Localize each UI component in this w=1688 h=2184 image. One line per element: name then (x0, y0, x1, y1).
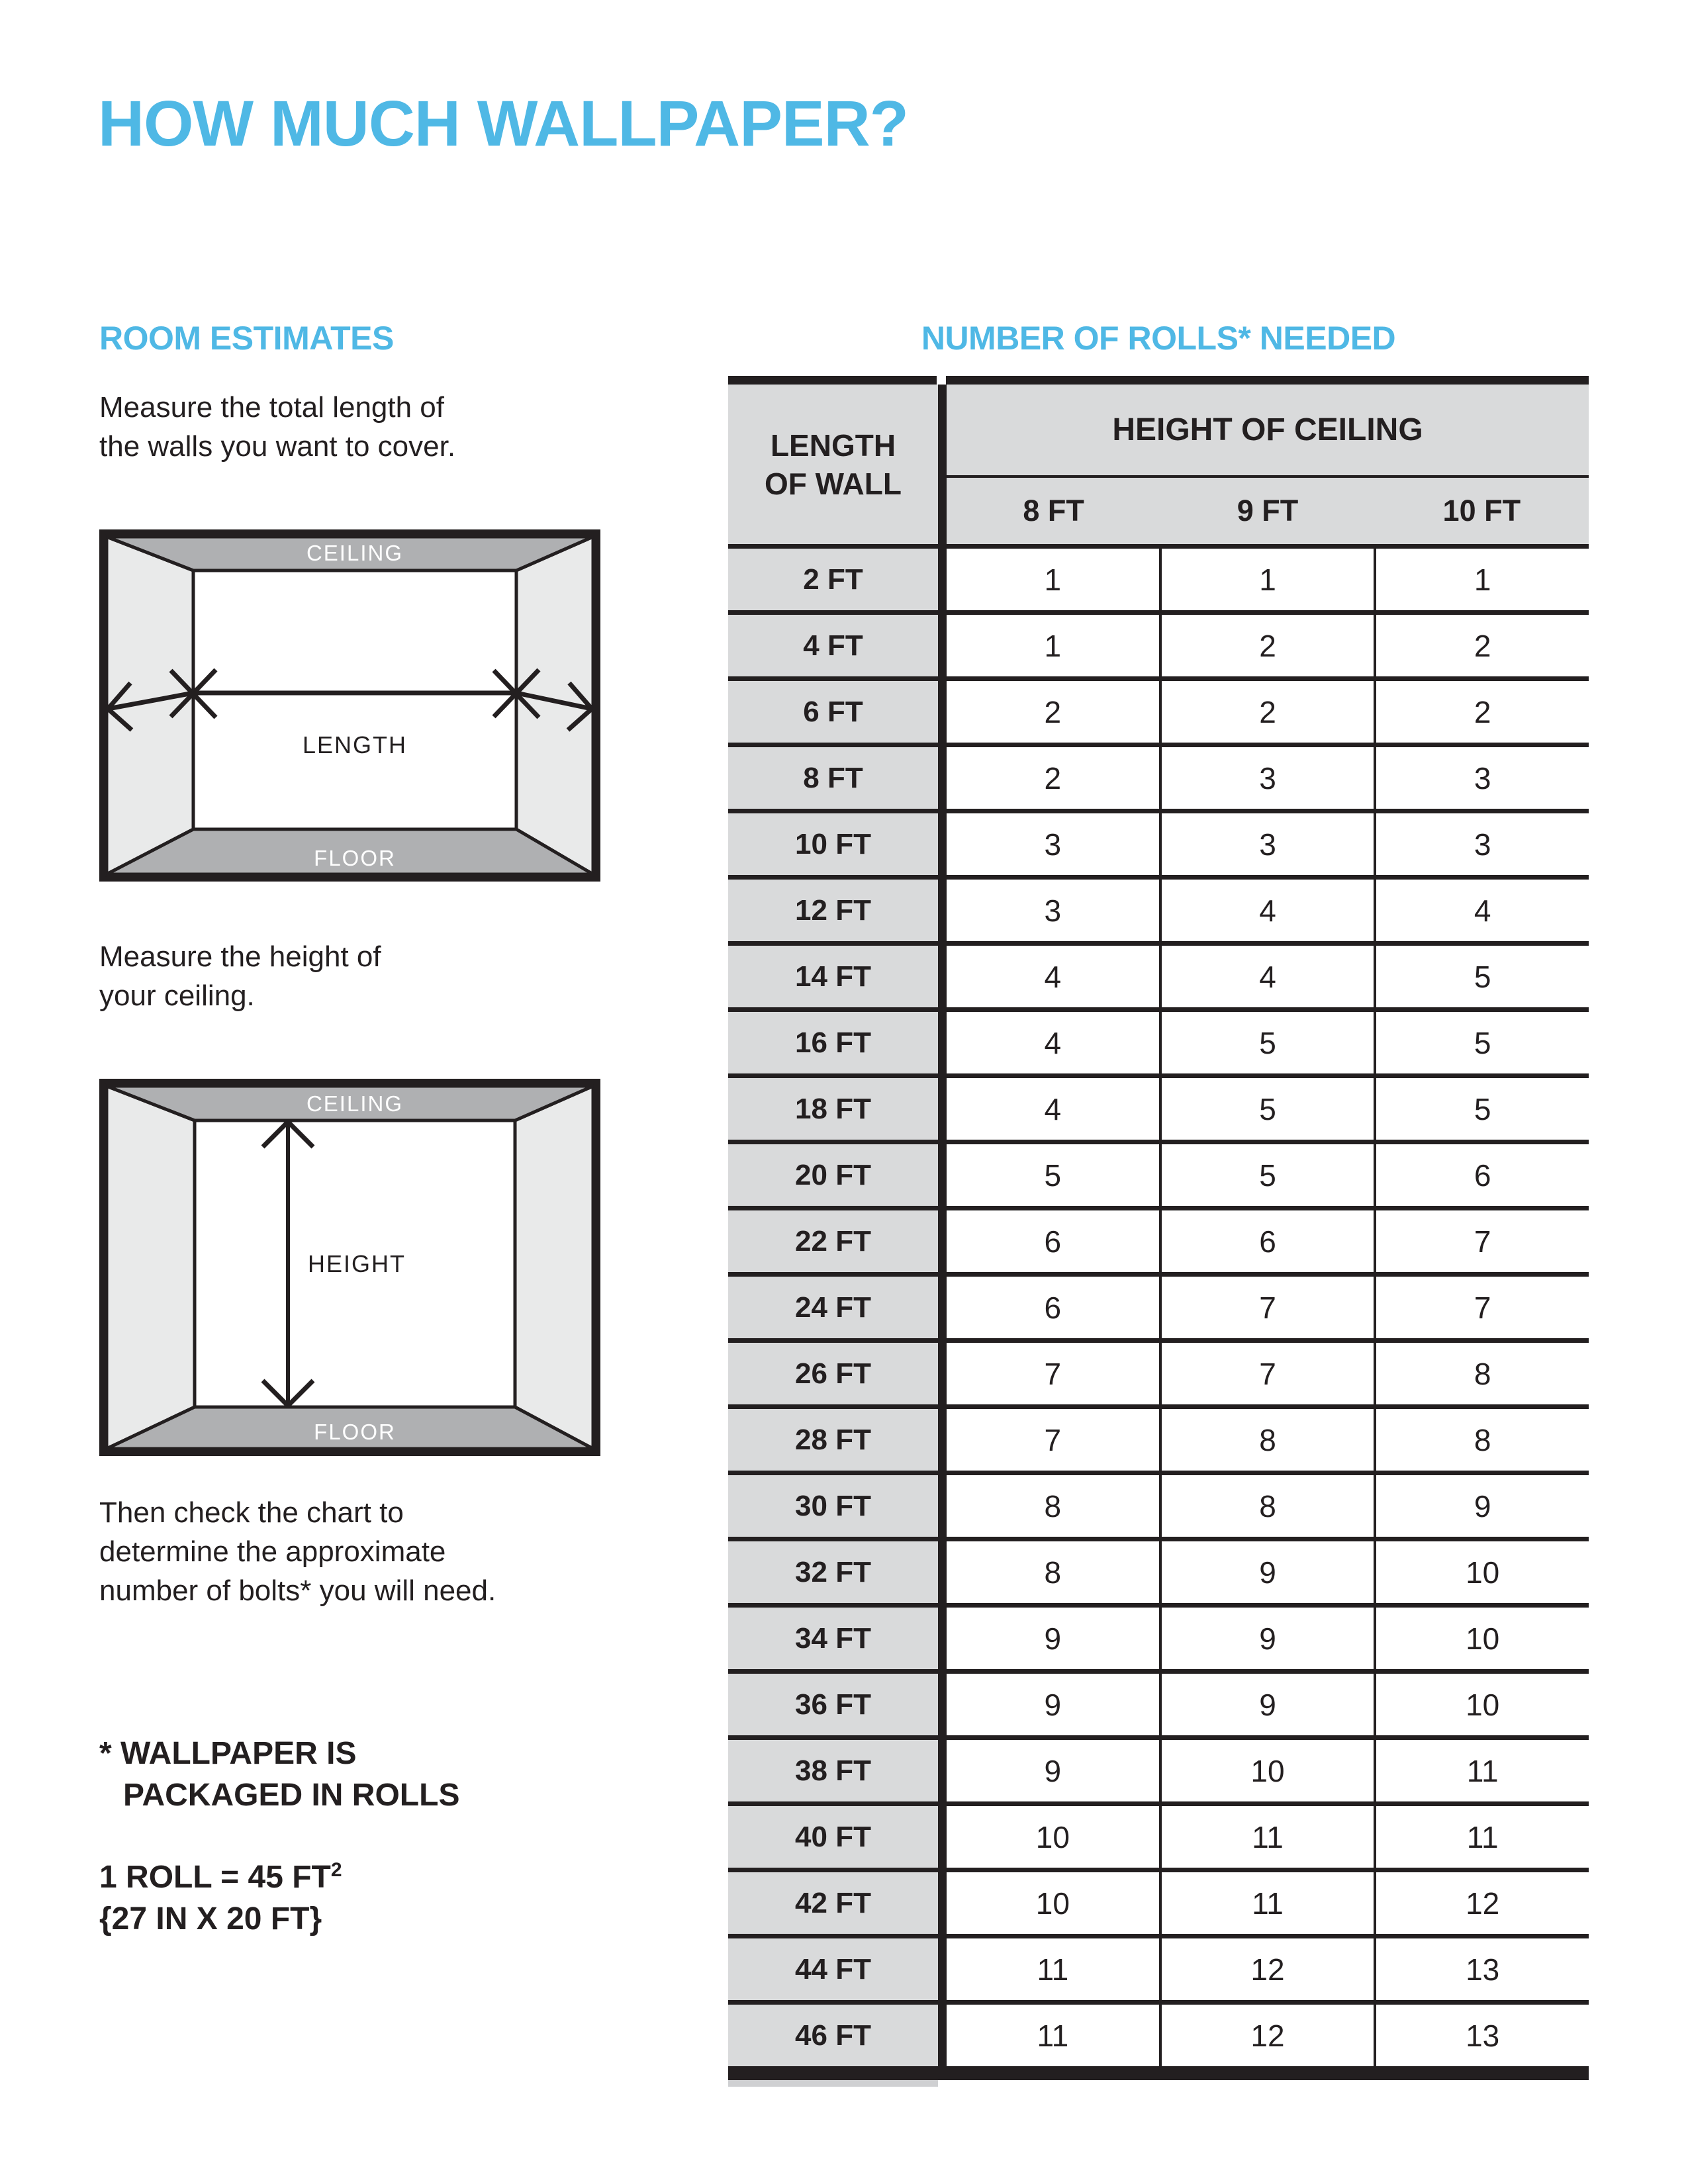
floor-label: FLOOR (314, 1420, 396, 1444)
subheader-8ft: 8 FT (1023, 494, 1084, 527)
rolls-value-cell: 1 (1159, 549, 1374, 610)
rolls-value-cell: 7 (947, 1343, 1159, 1404)
roll-spec-line1 (99, 1849, 342, 1898)
back-wall (193, 570, 516, 829)
rolls-value-cell: 9 (947, 1740, 1159, 1801)
row-thick-divider (938, 1541, 947, 1603)
rolls-value-cell: 10 (947, 1806, 1159, 1868)
subheader-9ft: 9 FT (1237, 494, 1299, 527)
rolls-value-cell: 11 (947, 2005, 1159, 2066)
rolls-value-cell: 3 (947, 880, 1159, 941)
row-thick-divider (938, 747, 947, 809)
rolls-value-cell: 11 (1159, 1872, 1374, 1934)
floor-label: FLOOR (314, 846, 396, 870)
step2-text (99, 937, 381, 1015)
row-thick-divider (938, 681, 947, 743)
table-row (728, 615, 1589, 681)
step3-line2: determine the approximate (99, 1535, 446, 1568)
rolls-value-cell: 8 (1374, 1409, 1589, 1471)
rolls-needed-heading: NUMBER OF ROLLS* NEEDED (921, 320, 1396, 357)
rolls-value-cell: 5 (1374, 1012, 1589, 1073)
right-wall (515, 1086, 593, 1449)
wallpaper-footnote (99, 1733, 459, 1816)
rolls-value-cell: 2 (1159, 615, 1374, 676)
step1-line1: Measure the total length of (99, 391, 444, 424)
row-length-label: 46 FT (728, 2005, 938, 2066)
rolls-value-cell: 2 (1374, 615, 1589, 676)
row-thick-divider (938, 615, 947, 676)
row-length-label: 10 FT (728, 813, 938, 875)
room-estimates-heading: ROOM ESTIMATES (99, 320, 394, 357)
rolls-value-cell: 3 (1374, 747, 1589, 809)
rolls-value-cell: 8 (947, 1541, 1159, 1603)
table-row (728, 1475, 1589, 1541)
rolls-value-cell: 9 (947, 1674, 1159, 1735)
roll-spec (99, 1849, 342, 1940)
table-row (728, 681, 1589, 747)
footnote-line2: PACKAGED IN ROLLS (123, 1778, 460, 1813)
rolls-value-cell: 12 (1159, 1938, 1374, 2000)
rolls-value-cell: 10 (947, 1872, 1159, 1934)
table-row (728, 1872, 1589, 1938)
rolls-value-cell: 1 (947, 549, 1159, 610)
rolls-value-cell: 2 (947, 681, 1159, 743)
row-thick-divider (938, 1343, 947, 1404)
row-thick-divider (938, 946, 947, 1007)
rolls-value-cell: 7 (1159, 1277, 1374, 1338)
rolls-value-cell: 9 (947, 1608, 1159, 1669)
table-row (728, 747, 1589, 813)
rolls-value-cell: 11 (947, 1938, 1159, 2000)
rolls-value-cell: 6 (947, 1277, 1159, 1338)
table-thick-divider (938, 385, 947, 544)
rolls-value-cell: 8 (1374, 1343, 1589, 1404)
room-height-diagram (99, 1079, 600, 1456)
row-length-label: 26 FT (728, 1343, 938, 1404)
row-length-label: 44 FT (728, 1938, 938, 2000)
rolls-value-cell: 8 (1159, 1475, 1374, 1537)
row-length-label: 2 FT (728, 549, 938, 610)
table-row (728, 2005, 1589, 2071)
row-length-label: 12 FT (728, 880, 938, 941)
table-row (728, 1674, 1589, 1740)
table-top-border-right (946, 376, 1589, 385)
rolls-value-cell: 9 (1159, 1541, 1374, 1603)
row-length-label: 28 FT (728, 1409, 938, 1471)
rolls-value-cell: 7 (1374, 1277, 1589, 1338)
row-thick-divider (938, 2005, 947, 2066)
subheader-10ft: 10 FT (1442, 494, 1521, 527)
table-row (728, 1409, 1589, 1475)
row-thick-divider (938, 1144, 947, 1206)
rolls-value-cell: 5 (1374, 946, 1589, 1007)
rolls-value-cell: 13 (1374, 2005, 1589, 2066)
roll-spec-line2: {27 IN X 20 FT} (99, 1901, 322, 1936)
rolls-value-cell: 4 (1159, 880, 1374, 941)
step1-line2: the walls you want to cover. (99, 430, 456, 463)
rolls-value-cell: 4 (1159, 946, 1374, 1007)
row-length-label: 18 FT (728, 1078, 938, 1140)
rolls-value-cell: 3 (1159, 747, 1374, 809)
rolls-value-cell: 6 (1159, 1210, 1374, 1272)
row-thick-divider (938, 1078, 947, 1140)
rolls-value-cell: 6 (1374, 1144, 1589, 1206)
table-row (728, 813, 1589, 880)
rolls-value-cell: 3 (1159, 813, 1374, 875)
rolls-value-cell: 2 (1159, 681, 1374, 743)
table-row (728, 1608, 1589, 1674)
row-thick-divider (938, 549, 947, 610)
row-thick-divider (938, 1012, 947, 1073)
step2-line2: your ceiling. (99, 979, 255, 1012)
table-row (728, 1144, 1589, 1210)
rolls-value-cell: 5 (1159, 1144, 1374, 1206)
height-of-ceiling-header: HEIGHT OF CEILING (947, 385, 1589, 475)
row-thick-divider (938, 1872, 947, 1934)
table-top-border-left (728, 376, 937, 385)
ceiling-label: CEILING (306, 1091, 404, 1116)
rolls-value-cell: 5 (1374, 1078, 1589, 1140)
rolls-value-cell: 4 (1374, 880, 1589, 941)
rolls-value-cell: 10 (1159, 1740, 1374, 1801)
row-length-label: 32 FT (728, 1541, 938, 1603)
row-length-label: 38 FT (728, 1740, 938, 1801)
rolls-value-cell: 2 (1374, 681, 1589, 743)
table-row (728, 946, 1589, 1012)
table-row (728, 1541, 1589, 1608)
table-bottom-border (728, 2071, 1589, 2080)
height-label: HEIGHT (308, 1250, 406, 1277)
rolls-value-cell: 4 (947, 1012, 1159, 1073)
rolls-value-cell: 9 (1159, 1674, 1374, 1735)
table-row (728, 1806, 1589, 1872)
step2-line1: Measure the height of (99, 940, 381, 973)
rolls-value-cell: 4 (947, 946, 1159, 1007)
row-length-label: 8 FT (728, 747, 938, 809)
row-length-label: 20 FT (728, 1144, 938, 1206)
rolls-value-cell: 3 (947, 813, 1159, 875)
rolls-value-cell: 9 (1374, 1475, 1589, 1537)
row-thick-divider (938, 813, 947, 875)
ceiling-label: CEILING (306, 541, 404, 565)
page-title: HOW MUCH WALLPAPER? (98, 87, 908, 159)
rolls-value-cell: 10 (1374, 1674, 1589, 1735)
step3-line3: number of bolts* you will need. (99, 1574, 496, 1607)
table-row (728, 1938, 1589, 2005)
rolls-value-cell: 7 (1159, 1343, 1374, 1404)
table-row (728, 1078, 1589, 1144)
table-row (728, 549, 1589, 615)
row-length-label: 30 FT (728, 1475, 938, 1537)
roll-spec-exponent: 2 (330, 1859, 342, 1881)
table-row (728, 1343, 1589, 1409)
row-length-label: 6 FT (728, 681, 938, 743)
roll-spec-prefix: 1 ROLL = 45 FT (99, 1860, 331, 1895)
rolls-table (728, 376, 1589, 2097)
rolls-value-cell: 13 (1374, 1938, 1589, 2000)
row-length-label: 36 FT (728, 1674, 938, 1735)
row-thick-divider (938, 880, 947, 941)
rolls-value-cell: 8 (947, 1475, 1159, 1537)
rolls-value-cell: 10 (1374, 1541, 1589, 1603)
rolls-value-cell: 1 (947, 615, 1159, 676)
row-length-label: 22 FT (728, 1210, 938, 1272)
rolls-value-cell: 1 (1374, 549, 1589, 610)
rolls-value-cell: 12 (1159, 2005, 1374, 2066)
row-thick-divider (938, 1740, 947, 1801)
room-length-diagram (99, 529, 600, 882)
row-length-label: 42 FT (728, 1872, 938, 1934)
rolls-value-cell: 2 (947, 747, 1159, 809)
rolls-value-cell: 10 (1374, 1608, 1589, 1669)
row-thick-divider (938, 1210, 947, 1272)
ceiling-height-subheaders (947, 478, 1589, 544)
rolls-value-cell: 9 (1159, 1608, 1374, 1669)
table-row (728, 1210, 1589, 1277)
rolls-value-cell: 7 (947, 1409, 1159, 1471)
row-length-label: 24 FT (728, 1277, 938, 1338)
row-length-label: 14 FT (728, 946, 938, 1007)
table-row (728, 1740, 1589, 1806)
row-thick-divider (938, 1938, 947, 2000)
row-length-label: 16 FT (728, 1012, 938, 1073)
table-bottom-stub (728, 2080, 938, 2087)
table-row (728, 880, 1589, 946)
length-header-line2: OF WALL (765, 466, 902, 501)
length-label: LENGTH (302, 731, 408, 758)
rolls-table-rows (728, 544, 1589, 2071)
row-thick-divider (938, 1475, 947, 1537)
rolls-value-cell: 11 (1374, 1740, 1589, 1801)
row-length-label: 34 FT (728, 1608, 938, 1669)
rolls-value-cell: 8 (1159, 1409, 1374, 1471)
rolls-value-cell: 11 (1374, 1806, 1589, 1868)
row-thick-divider (938, 1409, 947, 1471)
rolls-value-cell: 3 (1374, 813, 1589, 875)
left-wall (107, 1086, 195, 1449)
row-length-label: 4 FT (728, 615, 938, 676)
rolls-value-cell: 6 (947, 1210, 1159, 1272)
table-row (728, 1277, 1589, 1343)
length-of-wall-header (728, 385, 938, 544)
row-thick-divider (938, 1277, 947, 1338)
row-thick-divider (938, 1608, 947, 1669)
rolls-value-cell: 5 (947, 1144, 1159, 1206)
step3-line1: Then check the chart to (99, 1496, 404, 1529)
length-header-line1: LENGTH (770, 428, 896, 463)
rolls-value-cell: 4 (947, 1078, 1159, 1140)
step1-text (99, 388, 455, 466)
footnote-line1: * WALLPAPER IS (99, 1736, 357, 1771)
table-row (728, 1012, 1589, 1078)
step3-text (99, 1493, 496, 1610)
row-length-label: 40 FT (728, 1806, 938, 1868)
rolls-value-cell: 12 (1374, 1872, 1589, 1934)
row-thick-divider (938, 1674, 947, 1735)
rolls-value-cell: 5 (1159, 1078, 1374, 1140)
rolls-value-cell: 7 (1374, 1210, 1589, 1272)
row-thick-divider (938, 1806, 947, 1868)
rolls-value-cell: 5 (1159, 1012, 1374, 1073)
rolls-value-cell: 11 (1159, 1806, 1374, 1868)
